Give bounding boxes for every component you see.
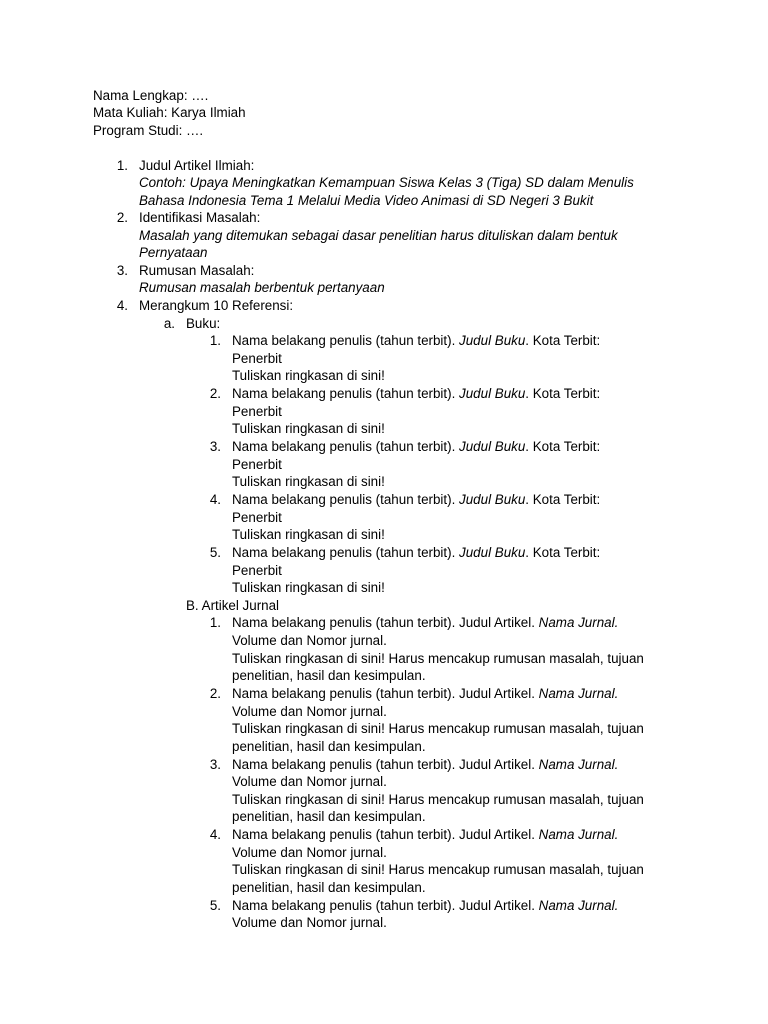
book-title: Judul Buku — [459, 439, 526, 454]
summary: Tuliskan ringkasan di sini! Harus mencakup rumusan masalah, tujuan — [232, 862, 644, 877]
item-number: 4. — [116, 298, 128, 313]
volume-line: Volume dan Nomor jurnal. — [232, 915, 387, 930]
book-title: Judul Buku — [459, 545, 526, 560]
summary: penelitian, hasil dan kesimpulan. — [232, 739, 426, 754]
citation-line: Nama belakang penulis (tahun terbit). Judul Buku. Kota Terbit: — [232, 333, 601, 348]
item-number: 3. — [116, 263, 128, 278]
item-title: Identifikasi Masalah: — [139, 210, 261, 225]
item-description: Rumusan masalah berbentuk pertanyaan — [139, 280, 385, 295]
summary: Tuliskan ringkasan di sini! Harus mencakup rumusan masalah, tujuan — [232, 651, 644, 666]
volume-line: Volume dan Nomor jurnal. — [232, 845, 387, 860]
program-field: Program Studi: …. — [93, 123, 204, 138]
summary: penelitian, hasil dan kesimpulan. — [232, 880, 426, 895]
citation-line: Nama belakang penulis (tahun terbit). Judul Buku. Kota Terbit: — [232, 439, 601, 454]
summary: Tuliskan ringkasan di sini! Harus mencakup rumusan masalah, tujuan — [232, 721, 644, 736]
books-heading: Buku: — [186, 316, 221, 331]
entry-number: 4. — [209, 492, 221, 507]
summary: penelitian, hasil dan kesimpulan. — [232, 809, 426, 824]
volume-line: Volume dan Nomor jurnal. — [232, 633, 387, 648]
summary: Tuliskan ringkasan di sini! — [232, 368, 385, 383]
book-title: Judul Buku — [459, 333, 526, 348]
item-description: Masalah yang ditemukan sebagai dasar penelitian harus dituliskan dalam bentuk — [139, 228, 618, 243]
sublist-marker: a. — [163, 316, 175, 331]
entry-number: 5. — [209, 898, 221, 913]
summary: Tuliskan ringkasan di sini! Harus mencakup rumusan masalah, tujuan — [232, 792, 644, 807]
item-description: Contoh: Upaya Meningkatkan Kemampuan Siswa Kelas 3 (Tiga) SD dalam Menulis — [139, 175, 634, 190]
entry-number: 5. — [209, 545, 221, 560]
publisher: Penerbit — [232, 457, 282, 472]
citation-line: Nama belakang penulis (tahun terbit). Judul Buku. Kota Terbit: — [232, 492, 601, 507]
summary: Tuliskan ringkasan di sini! — [232, 474, 385, 489]
summary: Tuliskan ringkasan di sini! — [232, 580, 385, 595]
item-number: 2. — [116, 210, 128, 225]
journals-heading: B. Artikel Jurnal — [186, 598, 280, 613]
entry-number: 2. — [209, 386, 221, 401]
item-description: Pernyataan — [139, 245, 208, 260]
entry-number: 1. — [209, 615, 221, 630]
item-title: Rumusan Masalah: — [139, 263, 255, 278]
journal-name: Nama Jurnal. — [538, 686, 619, 701]
citation-line: Nama belakang penulis (tahun terbit). Judul Artikel. Nama Jurnal. — [232, 615, 619, 630]
citation-line: Nama belakang penulis (tahun terbit). Judul Buku. Kota Terbit: — [232, 386, 601, 401]
citation-line: Nama belakang penulis (tahun terbit). Judul Artikel. Nama Jurnal. — [232, 898, 619, 913]
publisher: Penerbit — [232, 351, 282, 366]
volume-line: Volume dan Nomor jurnal. — [232, 704, 387, 719]
citation-line: Nama belakang penulis (tahun terbit). Judul Buku. Kota Terbit: — [232, 545, 601, 560]
item-title: Judul Artikel Ilmiah: — [139, 158, 255, 173]
journal-name: Nama Jurnal. — [538, 757, 619, 772]
entry-number: 4. — [209, 827, 221, 842]
name-field: Nama Lengkap: …. — [93, 88, 209, 103]
journal-name: Nama Jurnal. — [538, 615, 619, 630]
entry-number: 2. — [209, 686, 221, 701]
publisher: Penerbit — [232, 404, 282, 419]
citation-line: Nama belakang penulis (tahun terbit). Judul Artikel. Nama Jurnal. — [232, 757, 619, 772]
citation-line: Nama belakang penulis (tahun terbit). Judul Artikel. Nama Jurnal. — [232, 686, 619, 701]
book-title: Judul Buku — [459, 386, 526, 401]
entry-number: 1. — [209, 333, 221, 348]
summary: Tuliskan ringkasan di sini! — [232, 527, 385, 542]
volume-line: Volume dan Nomor jurnal. — [232, 774, 387, 789]
item-number: 1. — [116, 158, 128, 173]
entry-number: 3. — [209, 757, 221, 772]
item-description: Bahasa Indonesia Tema 1 Melalui Media Video Animasi di SD Negeri 3 Bukit — [139, 193, 594, 208]
journal-name: Nama Jurnal. — [538, 827, 619, 842]
book-title: Judul Buku — [459, 492, 526, 507]
citation-line: Nama belakang penulis (tahun terbit). Judul Artikel. Nama Jurnal. — [232, 827, 619, 842]
entry-number: 3. — [209, 439, 221, 454]
item-title: Merangkum 10 Referensi: — [139, 298, 294, 313]
publisher: Penerbit — [232, 563, 282, 578]
publisher: Penerbit — [232, 510, 282, 525]
course-field: Mata Kuliah: Karya Ilmiah — [93, 105, 246, 120]
summary: penelitian, hasil dan kesimpulan. — [232, 668, 426, 683]
journal-name: Nama Jurnal. — [538, 898, 619, 913]
summary: Tuliskan ringkasan di sini! — [232, 421, 385, 436]
